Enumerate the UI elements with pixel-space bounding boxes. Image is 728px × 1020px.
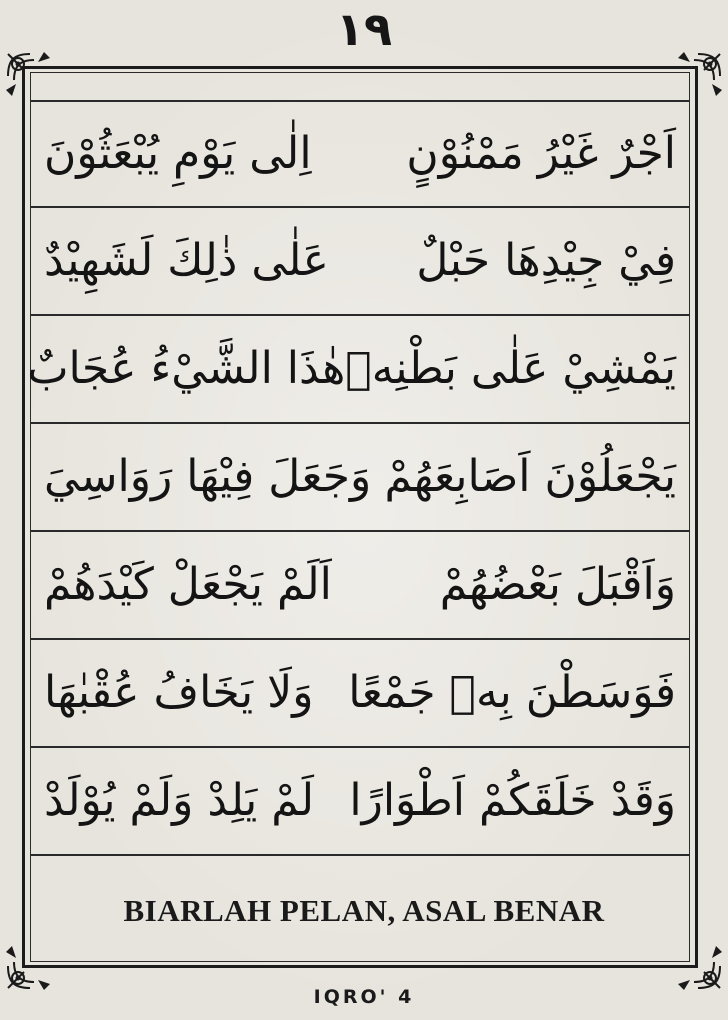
lesson-phrase-left: هٰذَا الشَّيْءُ عُجَابٌ <box>27 343 346 394</box>
lesson-phrase-right: فَوَسَطْنَ بِهٖ جَمْعًا <box>348 667 676 718</box>
slogan-text: BIARLAH PELAN, ASAL BENAR <box>123 893 605 928</box>
lesson-row <box>30 208 690 316</box>
lesson-row <box>27 316 690 424</box>
lesson-row <box>30 748 690 856</box>
corner-ornament-icon <box>672 50 724 102</box>
book-footer: IQRO' 4 <box>313 986 415 1008</box>
lesson-phrase-right: فِيْ جِيْدِهَا حَبْلٌ <box>416 235 676 286</box>
lesson-row <box>30 424 690 532</box>
lesson-rows <box>27 100 690 856</box>
lesson-phrase-right: يَجْعَلُوْنَ اَصَابِعَهُمْ <box>384 451 676 502</box>
lesson-phrase-left: وَجَعَلَ فِيْهَا رَوَاسِيَ <box>44 451 372 502</box>
corner-ornament-icon <box>4 50 56 102</box>
lesson-phrase-right: اَجْرٌ غَيْرُ مَمْنُوْنٍ <box>406 128 676 179</box>
lesson-row <box>30 640 690 748</box>
lesson-phrase-right: وَقَدْ خَلَقَكُمْ اَطْوَارًا <box>349 775 676 826</box>
lesson-row <box>30 100 690 208</box>
lesson-phrase-left: عَلٰى ذٰلِكَ لَشَهِيْدٌ <box>44 235 329 286</box>
lesson-phrase-left: اِلٰى يَوْمِ يُبْعَثُوْنَ <box>44 128 312 179</box>
lesson-row <box>30 532 690 640</box>
page-number: ١٩ <box>335 2 393 56</box>
corner-ornament-icon <box>672 940 724 992</box>
lesson-phrase-left: وَلَا يَخَافُ عُقْبٰهَا <box>44 667 314 718</box>
lesson-phrase-right: يَمْشِيْ عَلٰى بَطْنِهٖ <box>345 343 676 394</box>
corner-ornament-icon <box>4 940 56 992</box>
lesson-phrase-left: اَلَمْ يَجْعَلْ كَيْدَهُمْ <box>44 559 332 610</box>
lesson-phrase-right: وَاَقْبَلَ بَعْضُهُمْ <box>439 559 676 610</box>
lesson-phrase-left: لَمْ يَلِدْ وَلَمْ يُوْلَدْ <box>44 775 314 826</box>
